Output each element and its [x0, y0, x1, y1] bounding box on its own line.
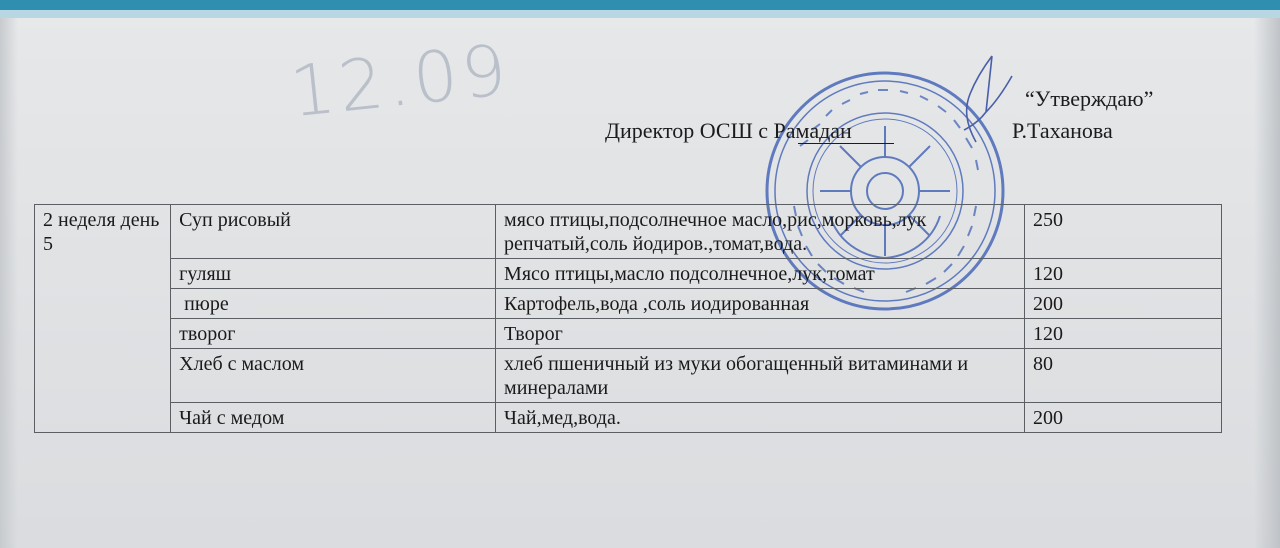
dish-cell: гуляш [171, 259, 496, 289]
left-shadow [0, 18, 18, 548]
dish-cell: Суп рисовый [171, 205, 496, 259]
table-row [35, 289, 1222, 319]
top-edge-strip-light [0, 10, 1280, 18]
ingredients-cell: Чай,мед,вода. [496, 403, 1025, 433]
handwritten-signature [946, 54, 1016, 144]
table-row [35, 259, 1222, 289]
portion-cell: 120 [1024, 319, 1221, 349]
ingredients-cell: мясо птицы,подсолнечное масло,рис,морковь,лук репчатый,соль йодиров.,томат,вода. [496, 205, 1025, 259]
ingredients-cell: Картофель,вода ,соль иодированная [496, 289, 1025, 319]
table-row [35, 319, 1222, 349]
dish-cell: пюре [171, 289, 496, 319]
portion-cell: 250 [1024, 205, 1221, 259]
portion-cell: 120 [1024, 259, 1221, 289]
menu-table [34, 204, 1222, 433]
week-day-cell: 2 неделя день 5 [35, 205, 171, 433]
table-row [35, 349, 1222, 403]
ingredients-cell: Творог [496, 319, 1025, 349]
top-edge-strip [0, 0, 1280, 10]
ingredients-cell: Мясо птицы,масло подсолнечное,лук,томат [496, 259, 1025, 289]
right-shadow [1254, 18, 1280, 548]
handwritten-date: 12.09 [286, 28, 515, 134]
table-row [35, 205, 1222, 259]
portion-cell: 200 [1024, 289, 1221, 319]
approval-label: “Утверждаю” [1025, 86, 1154, 111]
dish-cell: Чай с медом [171, 403, 496, 433]
ingredients-cell: хлеб пшеничный из муки обогащенный витаминами и минералами [496, 349, 1025, 403]
director-underline [798, 143, 894, 144]
dish-cell: Хлеб с маслом [171, 349, 496, 403]
portion-cell: 200 [1024, 403, 1221, 433]
portion-cell: 80 [1024, 349, 1221, 403]
director-label: Директор ОСШ с Рамадан [605, 118, 852, 143]
dish-cell: творог [171, 319, 496, 349]
table-row [35, 403, 1222, 433]
director-name: Р.Таханова [1012, 118, 1113, 143]
